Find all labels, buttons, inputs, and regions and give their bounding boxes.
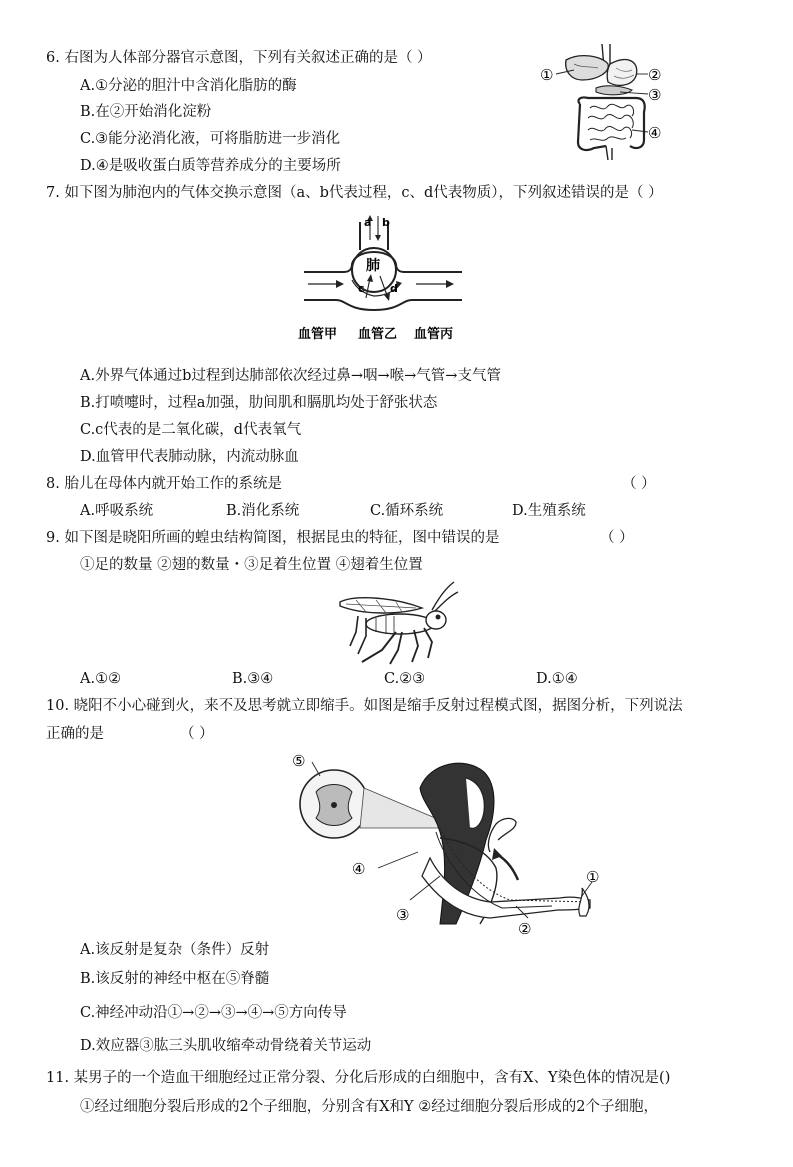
q7-vessel-2: 血管乙 xyxy=(358,327,398,342)
q8-blank: （ ） xyxy=(622,476,656,492)
q8-option-c: C.循环系统 xyxy=(370,503,444,519)
q9-option-a: A.①② xyxy=(80,671,122,687)
q7-label-d: d xyxy=(390,282,398,295)
q10-stem-line2: 正确的是 xyxy=(46,726,104,742)
q6-option-d: D.④是吸收蛋白质等营养成分的主要场所 xyxy=(80,158,341,174)
q7-vessel-1: 血管甲 xyxy=(298,327,338,342)
q9-option-b: B.③④ xyxy=(232,671,274,687)
q10-fig-label-5: ⑤ xyxy=(292,752,306,770)
q6-fig-label-2: ② xyxy=(648,66,662,84)
alveolus-exchange-figure xyxy=(296,208,468,344)
q7-stem: 7. 如下图为肺泡内的气体交换示意图（a、b代表过程，c、d代表物质），下列叙述错误的是（ ） xyxy=(46,185,663,201)
q7-vessel-3: 血管丙 xyxy=(414,327,454,342)
q11-items: ①经过细胞分裂后形成的2个子细胞，分别含有X和Y ②经过细胞分裂后形成的2个子细胞， xyxy=(80,1099,658,1115)
q6-fig-label-3: ③ xyxy=(648,86,662,104)
q6-fig-label-4: ④ xyxy=(648,124,662,142)
q10-blank: （ ） xyxy=(180,726,214,742)
q9-blank: （ ） xyxy=(600,530,634,546)
large-intestine-shape xyxy=(578,97,645,150)
q10-fig-label-3: ③ xyxy=(396,906,410,924)
stomach-shape xyxy=(607,60,637,86)
q10-fig-label-1: ① xyxy=(586,868,600,886)
q6-stem: 6. 右图为人体部分器官示意图，下列有关叙述正确的是（ ） xyxy=(46,50,432,66)
q10-stem-line1: 10. 晓阳不小心碰到火，来不及思考就立即缩手。如图是缩手反射过程模式图，据图分析，下列说法 xyxy=(46,698,683,714)
q10-fig-label-4: ④ xyxy=(352,860,366,878)
q7-option-c: C.c代表的是二氧化碳，d代表氧气 xyxy=(80,422,302,438)
q10-option-c: C.神经冲动沿①→②→③→④→⑤方向传导 xyxy=(80,1005,347,1021)
q7-label-b: b xyxy=(382,216,390,229)
digestive-organs-figure xyxy=(536,42,668,166)
locust-wing-shape xyxy=(340,598,422,613)
q10-fig-label-2: ② xyxy=(518,920,532,938)
q6-option-a: A.①分泌的胆汁中含消化脂肪的酶 xyxy=(80,78,297,94)
q9-option-d: D.①④ xyxy=(536,671,578,687)
q9-items: ①足的数量 ②翅的数量・③足着生位置 ④翅着生位置 xyxy=(80,557,423,573)
q7-label-alveolus: 肺 xyxy=(366,258,380,274)
q6-option-b: B.在②开始消化淀粉 xyxy=(80,104,212,120)
q7-label-a: a xyxy=(364,216,372,229)
reflex-arc-figure xyxy=(290,748,610,938)
locust-figure xyxy=(336,580,460,668)
q10-option-a: A.该反射是复杂（条件）反射 xyxy=(80,942,270,958)
q7-option-b: B.打喷嚏时，过程a加强，肋间肌和膈肌均处于舒张状态 xyxy=(80,395,438,411)
q8-stem: 8. 胎儿在母体内就开始工作的系统是 xyxy=(46,476,282,492)
q9-stem: 9. 如下图是晓阳所画的蝗虫结构简图，根据昆虫的特征，图中错误的是 xyxy=(46,530,500,546)
q7-option-a: A.外界气体通过b过程到达肺部依次经过鼻→咽→喉→气管→支气管 xyxy=(80,368,501,384)
q6-option-c: C.③能分泌消化液，可将脂肪进一步消化 xyxy=(80,131,341,147)
pancreas-shape xyxy=(596,86,632,95)
small-intestine-shape xyxy=(588,104,634,140)
q7-option-d: D.血管甲代表肺动脉，内流动脉血 xyxy=(80,449,299,465)
q9-option-c: C.②③ xyxy=(384,671,426,687)
q8-option-d: D.生殖系统 xyxy=(512,503,586,519)
q8-option-b: B.消化系统 xyxy=(226,503,300,519)
locust-head-shape xyxy=(426,611,446,629)
q10-option-d: D.效应器③肱三头肌收缩牵动骨绕着关节运动 xyxy=(80,1038,372,1054)
q10-option-b: B.该反射的神经中枢在⑤脊髓 xyxy=(80,971,270,987)
q8-option-a: A.呼吸系统 xyxy=(80,503,154,519)
q6-fig-label-1: ① xyxy=(540,66,554,84)
liver-shape xyxy=(566,56,609,80)
q11-stem: 11. 某男子的一个造血干细胞经过正常分裂、分化后形成的白细胞中，含有X、Y染色体的情况是() xyxy=(46,1070,671,1086)
q7-label-c: c xyxy=(358,282,365,295)
